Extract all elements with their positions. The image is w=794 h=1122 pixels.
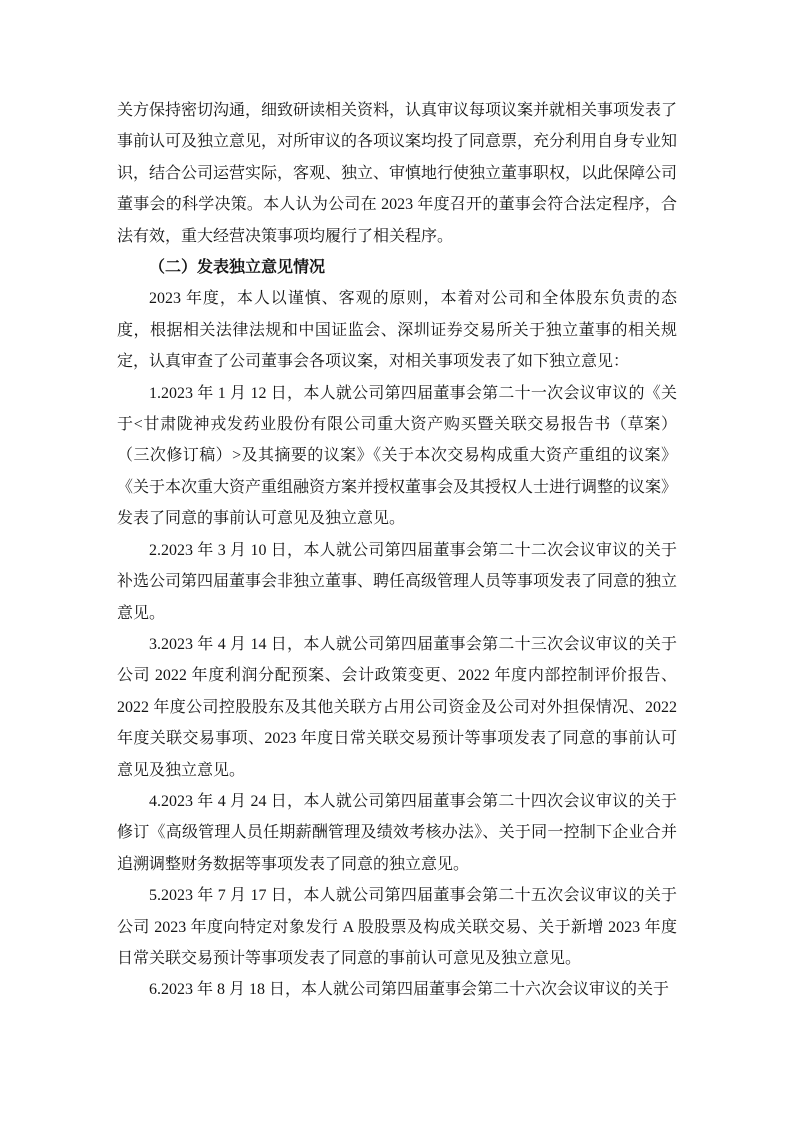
numbered-paragraph: 3.2023 年 4 月 14 日，本人就公司第四届董事会第二十三次会议审议的关于公司 2022 年度利润分配预案、会计政策变更、2022 年度内部控制评价报告、2022 年度公司控股股东及其他关联方占用公司资金及公司对外担保情况、2022 年度关联交易事项、2023 年度日常关联交易预计等事项发表了同意的事前认可意见及独立意见。 (117, 635, 677, 779)
paragraph: 关方保持密切沟通，细致研读相关资料，认真审议每项议案并就相关事项发表了事前认可及独立意见，对所审议的各项议案均投了同意票，充分利用自身专业知识，结合公司运营实际，客观、独立、审慎地行使独立董事职权，以此保障公司董事会的科学决策。本人认为公司在 2023 年度召开的董事会符合法定程序，合法有效，重大经营决策事项均履行了相关程序。 (117, 102, 678, 245)
paragraph: 2023 年度，本人以谨慎、客观的原则，本着对公司和全体股东负责的态度，根据相关法律法规和中国证监会、深圳证券交易所关于独立董事的相关规定，认真审查了公司董事会各项议案，对相关事项发表了如下独立意见： (117, 290, 677, 371)
numbered-paragraph: 2.2023 年 3 月 10 日，本人就公司第四届董事会第二十二次会议审议的关于补选公司第四届董事会非独立董事、聘任高级管理人员等事项发表了同意的独立意见。 (117, 541, 678, 622)
numbered-paragraph: 1.2023 年 1 月 12 日，本人就公司第四届董事会第二十一次会议审议的《关于<甘肃陇神戎发药业股份有限公司重大资产购买暨关联交易报告书（草案）（三次修订稿）>及其摘要的议案》《关于本次交易构成重大资产重组的议案》《关于本次重大资产重组融资方案并授权董事会及其授权人士进行调整的议案》发表了同意的事前认可意见及独立意见。 (117, 384, 678, 528)
numbered-paragraph: 4.2023 年 4 月 24 日，本人就公司第四届董事会第二十四次会议审议的关于修订《高级管理人员任期薪酬管理及绩效考核办法》、关于同一控制下企业合并追溯调整财务数据等事项发表了同意的独立意见。 (117, 792, 677, 873)
section-heading: （二）发表独立意见情况 (149, 259, 326, 277)
numbered-paragraph: 5.2023 年 7 月 17 日，本人就公司第四届董事会第二十五次会议审议的关于公司 2023 年度向特定对象发行 A 股股票及构成关联交易、关于新增 2023 年度日常关联交易预计等事项发表了同意的事前认可意见及独立意见。 (117, 887, 677, 967)
numbered-paragraph: 6.2023 年 8 月 18 日，本人就公司第四届董事会第二十六次会议审议的关于 (149, 981, 670, 999)
document-body (117, 95, 677, 1006)
